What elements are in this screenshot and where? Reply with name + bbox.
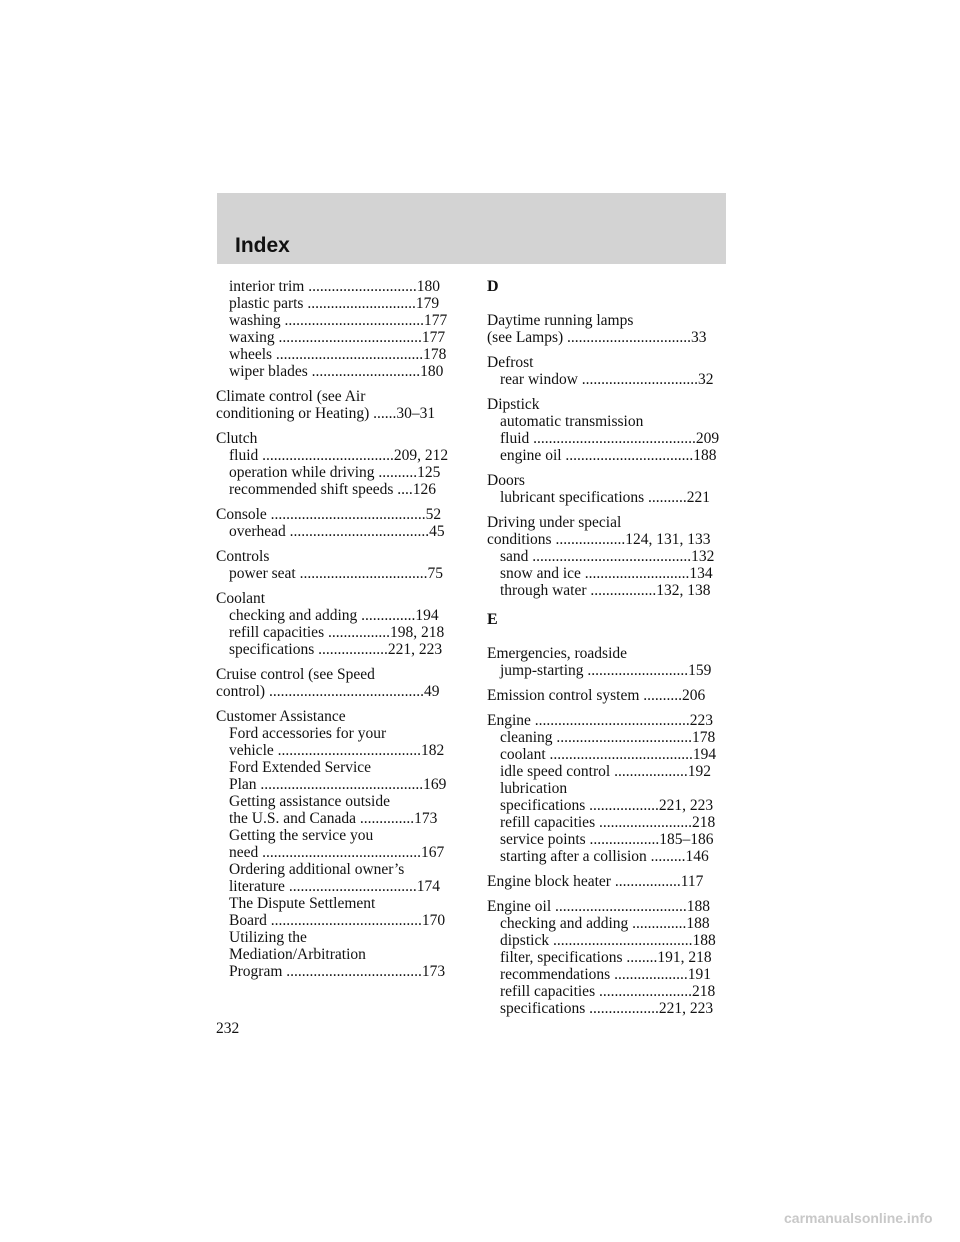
index-subentry-line: cleaning ...................................178 bbox=[500, 729, 716, 746]
index-subentry-line: dipstick ....................................188 bbox=[500, 932, 716, 949]
index-entry-line: Daytime running lamps bbox=[487, 312, 634, 329]
index-subentry-line: interior trim ............................180 bbox=[229, 278, 440, 295]
index-subentry-line: plastic parts ............................179 bbox=[229, 295, 440, 312]
index-subentry-line: checking and adding ..............188 bbox=[500, 915, 710, 932]
index-entry bbox=[216, 708, 460, 980]
index-entry-line: Doors bbox=[487, 472, 525, 489]
index-entry-line: Clutch bbox=[216, 430, 258, 447]
index-entry bbox=[487, 514, 727, 599]
index-entry-line: conditioning or Heating) ......30–31 bbox=[216, 405, 436, 422]
index-entry-line: Emission control system ..........206 bbox=[487, 687, 706, 704]
index-entry bbox=[216, 506, 460, 540]
index-subentry-line: Ford Extended Service bbox=[229, 759, 372, 776]
index-entry-line: Console ........................................52 bbox=[216, 506, 442, 523]
index-subentry-line: need .........................................167 bbox=[229, 844, 445, 861]
index-entry-line: Dipstick bbox=[487, 396, 540, 413]
index-subentry-line: washing ....................................177 bbox=[229, 312, 448, 329]
index-entry-line: conditions ..................124, 131, 133 bbox=[487, 531, 711, 548]
index-subentry-line: Plan ..........................................169 bbox=[229, 776, 447, 793]
index-subentry-line: jump-starting ..........................159 bbox=[500, 662, 712, 679]
index-letter-heading: E bbox=[487, 611, 498, 628]
index-entry bbox=[487, 898, 727, 1017]
index-subentry-line: refill capacities ........................218 bbox=[500, 814, 716, 831]
index-subentry-line: automatic transmission bbox=[500, 413, 644, 430]
index-entry-line: Coolant bbox=[216, 590, 266, 607]
index-subentry-line: sand .........................................132 bbox=[500, 548, 715, 565]
index-entry bbox=[216, 278, 460, 380]
index-entry-line: Emergencies, roadside bbox=[487, 645, 628, 662]
index-subentry-line: waxing .....................................177 bbox=[229, 329, 446, 346]
index-subentry-line: starting after a collision .........146 bbox=[500, 848, 709, 865]
index-subentry-line: engine oil .................................188 bbox=[500, 447, 717, 464]
index-entry bbox=[487, 712, 727, 865]
index-entry-line: Engine block heater .................117 bbox=[487, 873, 704, 890]
index-subentry-line: wheels ......................................178 bbox=[229, 346, 447, 363]
index-entry-line: Defrost bbox=[487, 354, 534, 371]
index-entry bbox=[487, 396, 727, 464]
index-entry-line: Engine oil ..................................188 bbox=[487, 898, 711, 915]
index-entry-line: control) ........................................49 bbox=[216, 683, 440, 700]
index-subentry-line: rear window ..............................32 bbox=[500, 371, 714, 388]
index-subentry-line: recommendations ...................191 bbox=[500, 966, 711, 983]
index-entry bbox=[487, 312, 727, 346]
index-subentry-line: refill capacities ........................218 bbox=[500, 983, 716, 1000]
index-entry bbox=[487, 472, 727, 506]
index-subentry-line: fluid ..................................209, 212 bbox=[229, 447, 449, 464]
index-subentry-line: service points ..................185–186 bbox=[500, 831, 714, 848]
index-entry-line: Customer Assistance bbox=[216, 708, 346, 725]
index-entry bbox=[216, 666, 460, 700]
index-subentry-line: literature .................................174 bbox=[229, 878, 440, 895]
index-column-right bbox=[487, 278, 727, 1025]
index-subentry-line: snow and ice ...........................134 bbox=[500, 565, 713, 582]
index-entry-line: Controls bbox=[216, 548, 270, 565]
index-entry bbox=[487, 873, 727, 890]
index-letter-heading: D bbox=[487, 278, 499, 295]
index-subentry-line: filter, specifications ........191, 218 bbox=[500, 949, 712, 966]
index-entry-line: Driving under special bbox=[487, 514, 622, 531]
index-subentry-line: Program ...................................173 bbox=[229, 963, 446, 980]
index-subentry-line: lubricant specifications ..........221 bbox=[500, 489, 711, 506]
index-entry bbox=[487, 687, 727, 704]
index-entry-line: (see Lamps) ................................33 bbox=[487, 329, 707, 346]
index-entry-line: Cruise control (see Speed bbox=[216, 666, 375, 683]
index-entry bbox=[216, 430, 460, 498]
page-number: 232 bbox=[216, 1020, 240, 1037]
index-subentry-line: recommended shift speeds ....126 bbox=[229, 481, 437, 498]
index-entry bbox=[216, 590, 460, 658]
index-subentry-line: the U.S. and Canada ..............173 bbox=[229, 810, 438, 827]
index-header-band bbox=[217, 193, 726, 264]
index-entry bbox=[216, 548, 460, 582]
index-subentry-line: specifications ..................221, 223 bbox=[500, 1000, 714, 1017]
index-subentry-line: refill capacities ................198, 218 bbox=[229, 624, 445, 641]
index-column-left bbox=[216, 278, 460, 988]
index-subentry-line: Ford accessories for your bbox=[229, 725, 387, 742]
index-subentry-line: coolant .....................................194 bbox=[500, 746, 717, 763]
index-subentry-line: fluid ..........................................209 bbox=[500, 430, 720, 447]
index-subentry-line: Board .......................................170 bbox=[229, 912, 446, 929]
index-entry-line: Engine ........................................223 bbox=[487, 712, 714, 729]
index-subentry-line: idle speed control ...................192 bbox=[500, 763, 711, 780]
index-entry-line: Climate control (see Air bbox=[216, 388, 366, 405]
index-subentry-line: lubrication bbox=[500, 780, 568, 797]
index-subentry-line: specifications ..................221, 223 bbox=[229, 641, 443, 658]
index-subentry-line: Utilizing the bbox=[229, 929, 307, 946]
index-entry bbox=[487, 354, 727, 388]
index-subentry-line: operation while driving ..........125 bbox=[229, 464, 441, 481]
index-entry bbox=[487, 645, 727, 679]
index-subentry-line: vehicle .....................................182 bbox=[229, 742, 445, 759]
index-subentry-line: Ordering additional owner’s bbox=[229, 861, 405, 878]
page-title: Index bbox=[235, 234, 290, 257]
index-subentry-line: specifications ..................221, 223 bbox=[500, 797, 714, 814]
index-subentry-line: Getting the service you bbox=[229, 827, 374, 844]
index-subentry-line: overhead ....................................45 bbox=[229, 523, 445, 540]
index-subentry-line: checking and adding ..............194 bbox=[229, 607, 439, 624]
index-subentry-line: through water .................132, 138 bbox=[500, 582, 711, 599]
index-subentry-line: power seat .................................75 bbox=[229, 565, 443, 582]
index-subentry-line: The Dispute Settlement bbox=[229, 895, 376, 912]
index-subentry-line: Mediation/Arbitration bbox=[229, 946, 366, 963]
watermark: carmanualsonline.info bbox=[784, 1210, 933, 1226]
index-subentry-line: Getting assistance outside bbox=[229, 793, 390, 810]
index-entry bbox=[216, 388, 460, 422]
index-subentry-line: wiper blades ............................180 bbox=[229, 363, 444, 380]
